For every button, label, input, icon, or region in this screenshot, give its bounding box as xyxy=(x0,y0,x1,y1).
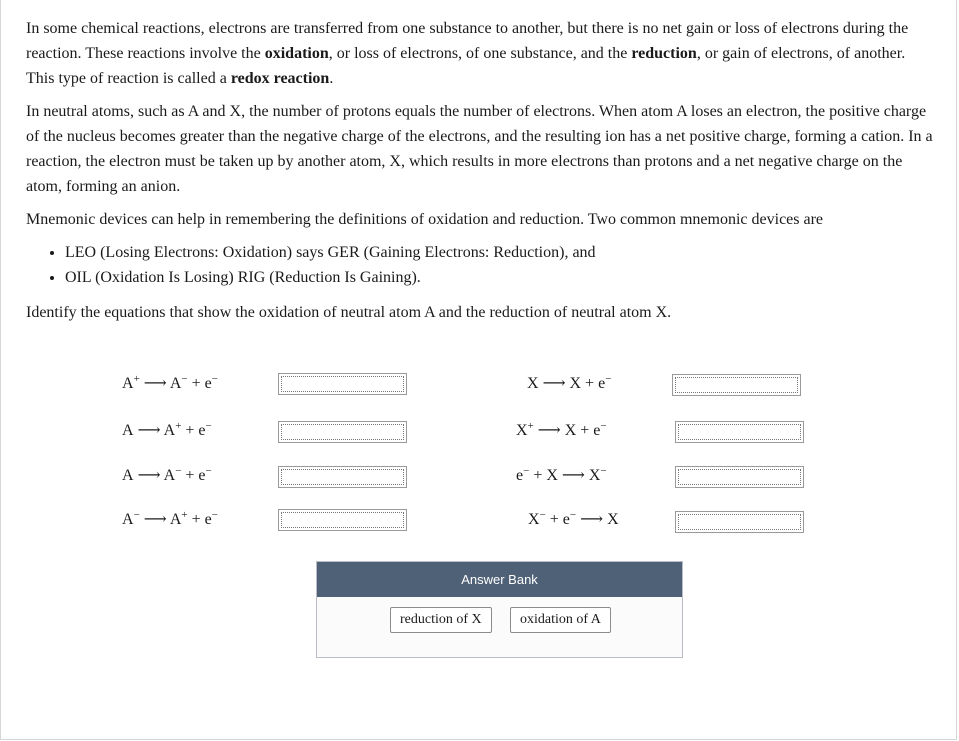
mnemonic-list xyxy=(26,240,936,290)
equation-left-1: A+ ⟶ A− + e− xyxy=(122,373,218,392)
equation-left-2: A ⟶ A+ + e− xyxy=(122,420,212,439)
answer-bank xyxy=(316,561,683,658)
drop-target-right-3[interactable] xyxy=(675,466,804,488)
drop-target-left-3[interactable] xyxy=(278,466,407,488)
equation-right-2: X+ ⟶ X + e− xyxy=(516,420,607,439)
neutral-atoms-paragraph: In neutral atoms, such as A and X, the number of protons equals the number of electrons. When atom A loses an electron, the positive charge of the nucleus becomes greater than the negative charge of the electrons, and the resulting ion has a net positive charge, forming a cation. In a reaction, the electron must be taken up by another atom, X, which results in more electrons than protons and a net negative charge on the atom, forming an anion. xyxy=(26,103,933,195)
intro-paragraph: In some chemical reactions, electrons are transferred from one substance to another, but there is no net gain or loss of electrons during the reaction. These reactions involve the oxidation, or loss of electrons, of one substance, and the reduction, or gain of electrons, of another. This type of reaction is called a redox reaction. xyxy=(26,20,909,87)
equation-left-4: A− ⟶ A+ + e− xyxy=(122,509,218,528)
equation-right-3: e− + X ⟶ X− xyxy=(516,465,607,484)
drop-target-left-2[interactable] xyxy=(278,421,407,443)
equation-left-3: A ⟶ A− + e− xyxy=(122,465,212,484)
answer-bank-title: Answer Bank xyxy=(317,562,682,597)
term-redox-reaction: redox reaction xyxy=(230,70,330,87)
term-reduction: reduction xyxy=(631,45,697,62)
drop-target-left-4[interactable] xyxy=(278,509,407,531)
equation-right-4: X− + e− ⟶ X xyxy=(528,509,619,528)
answer-chip-oxidation-of-a[interactable]: oxidation of A xyxy=(510,607,611,633)
mnemonic-paragraph: Mnemonic devices can help in remembering the definitions of oxidation and reduction. Two common mnemonic devices are xyxy=(26,211,824,228)
list-item: • LEO (Losing Electrons: Oxidation) says GER (Gaining Electrons: Reduction), and xyxy=(65,240,936,265)
drop-target-right-4[interactable] xyxy=(675,511,804,533)
drop-target-left-1[interactable] xyxy=(278,373,407,395)
drop-target-right-1[interactable] xyxy=(672,374,801,396)
term-oxidation: oxidation xyxy=(264,45,329,62)
drop-target-right-2[interactable] xyxy=(675,421,804,443)
question-text: Identify the equations that show the oxidation of neutral atom A and the reduction of neutral atom X. xyxy=(26,304,672,321)
equation-right-1: X ⟶ X + e− xyxy=(527,373,612,392)
problem-content xyxy=(26,16,936,333)
answer-chip-reduction-of-x[interactable]: reduction of X xyxy=(390,607,492,633)
list-item: • OIL (Oxidation Is Losing) RIG (Reduction Is Gaining). xyxy=(65,265,936,290)
